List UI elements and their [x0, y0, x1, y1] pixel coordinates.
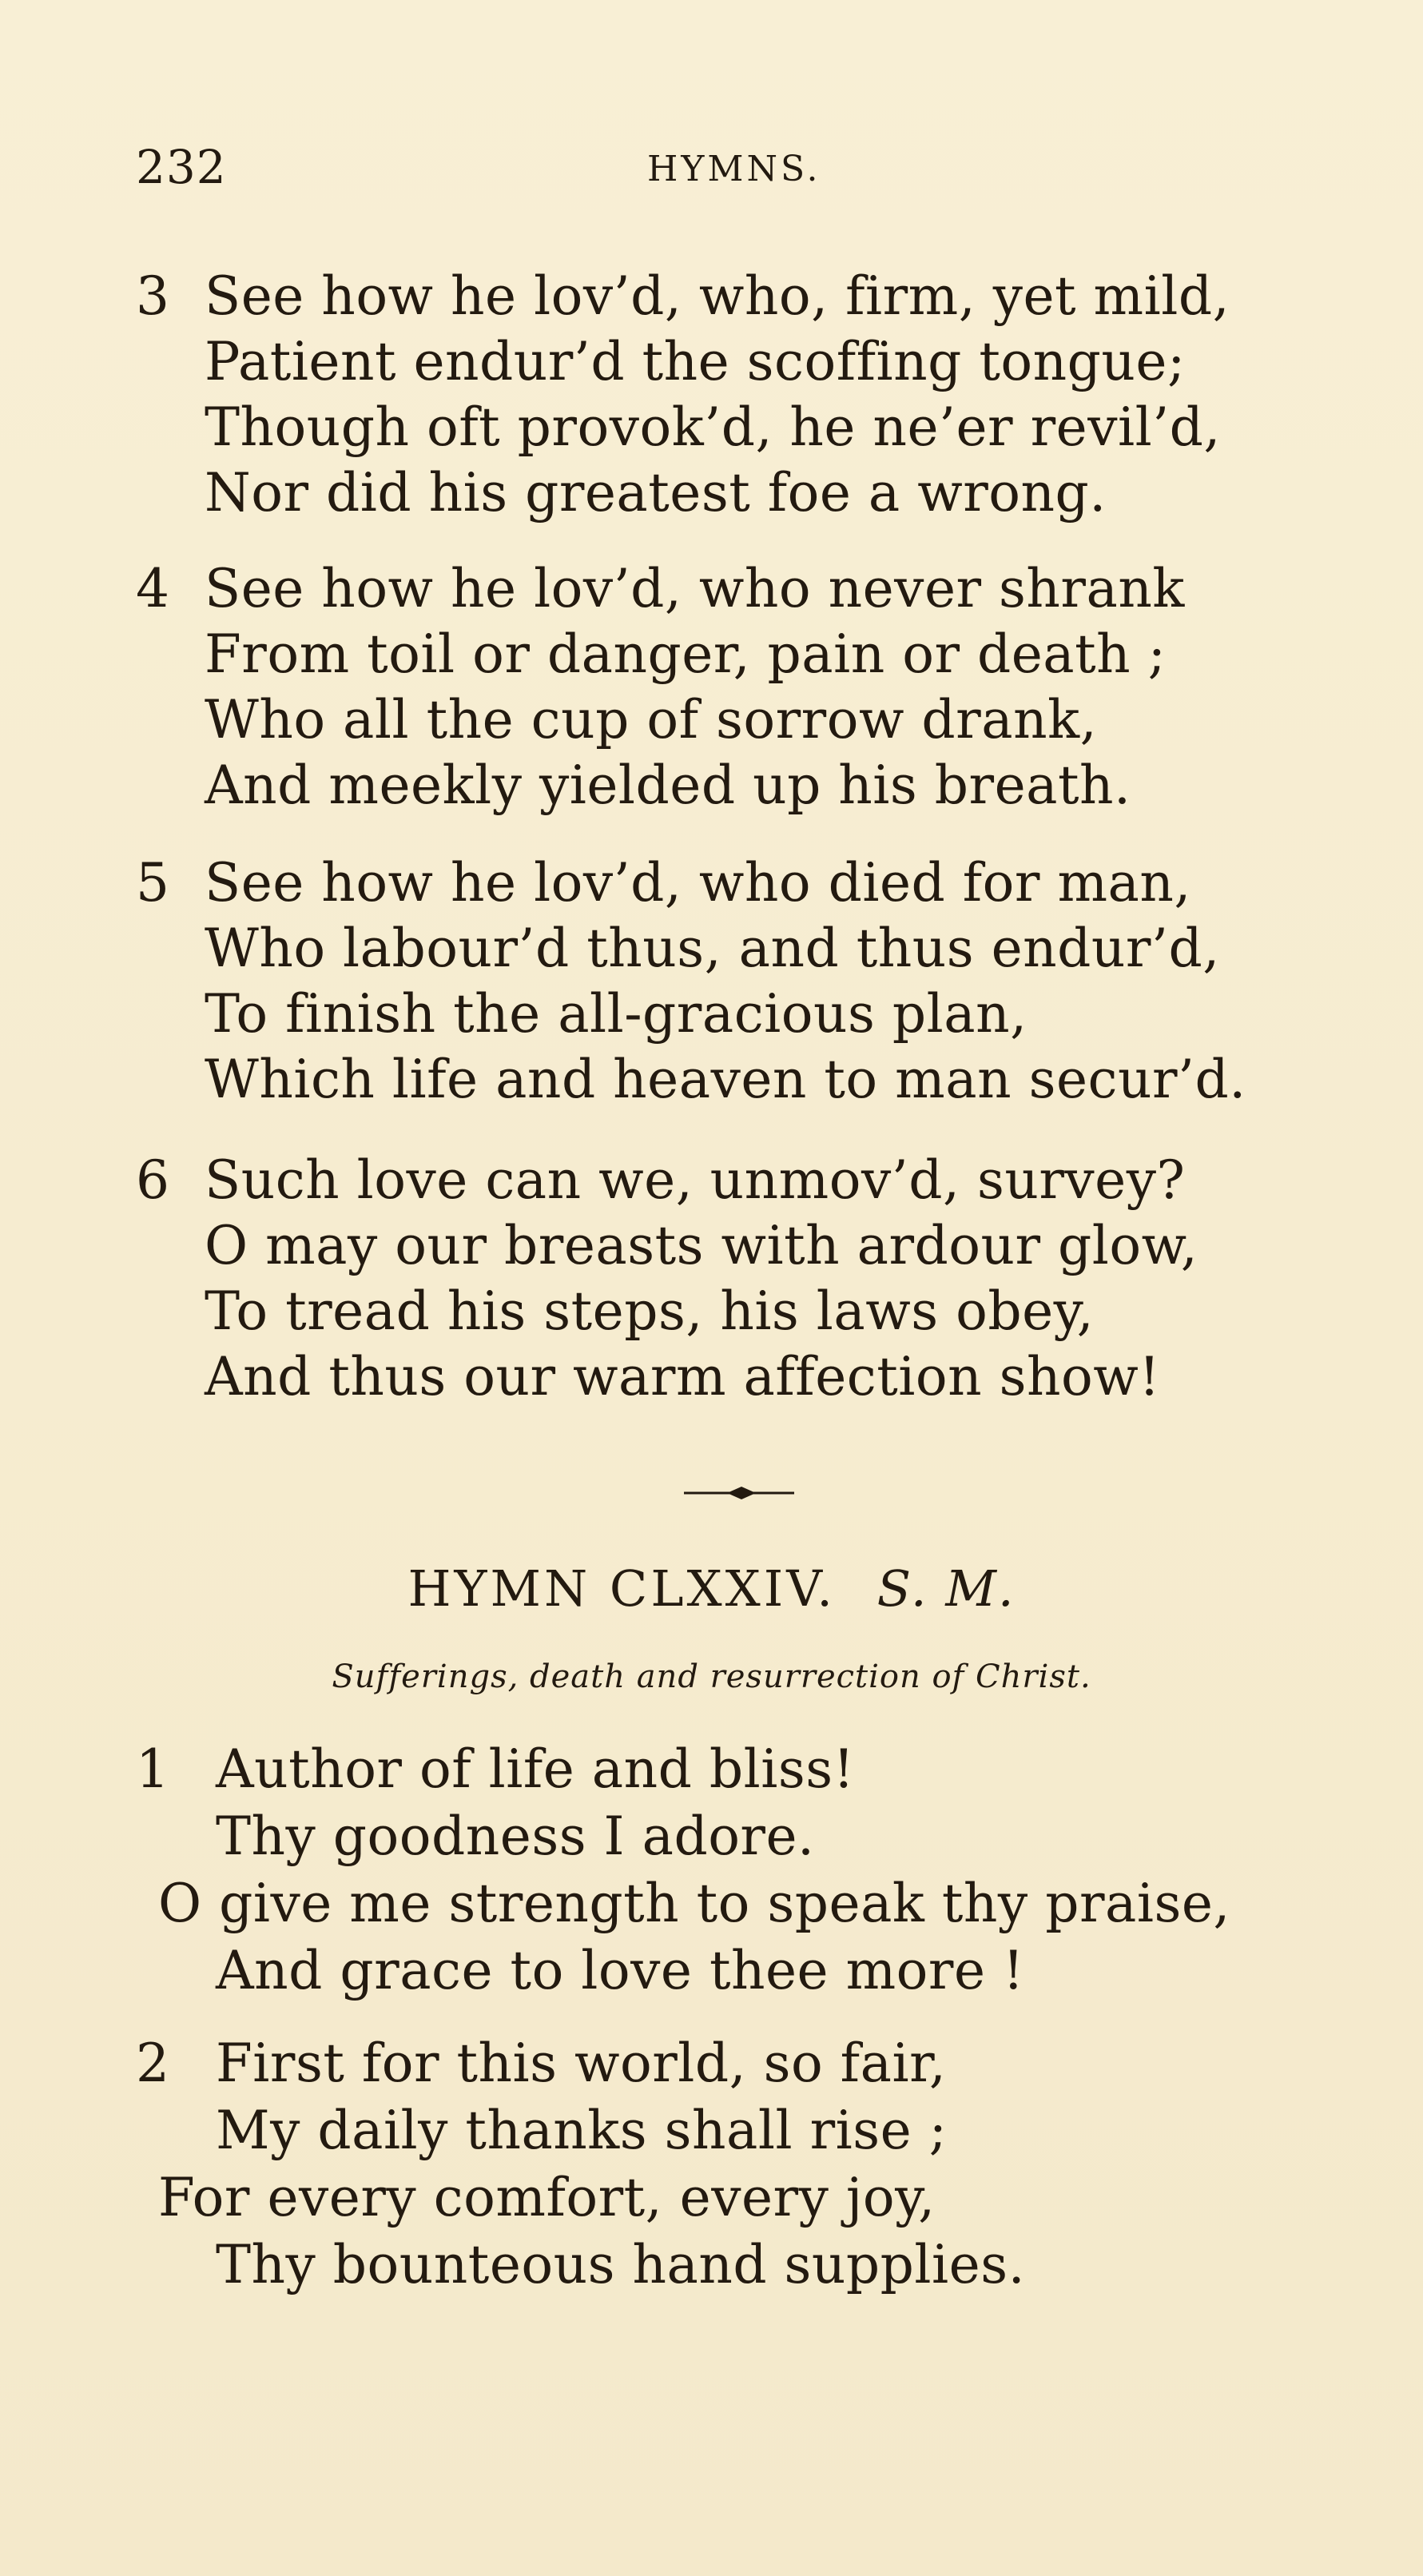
- verse-line: First for this world, so fair,: [216, 2033, 947, 2094]
- stanza-3: [136, 264, 1334, 526]
- verse-line: Who labour’d thus, and thus endur’d,: [205, 918, 1220, 979]
- page-header: [136, 140, 1294, 208]
- running-head: HYMNS.: [647, 149, 821, 189]
- hymn-number: HYMN CLXXIV.: [407, 1559, 836, 1618]
- verse-line: O give me strength to speak thy praise,: [158, 1873, 1230, 1934]
- verse-line: From toil or danger, pain or death ;: [205, 623, 1167, 685]
- stanza-5: [136, 850, 1334, 1113]
- verse-line: For every comfort, every joy,: [158, 2167, 936, 2228]
- verse-line: Which life and heaven to man secur’d.: [205, 1049, 1246, 1110]
- verse-line: Patient endur’d the scoffing tongue;: [205, 331, 1186, 392]
- stanza-number: 1: [136, 1738, 169, 1800]
- verse-line: Who all the cup of sorrow drank,: [205, 689, 1098, 751]
- hymn-next-stanza-2: [136, 2030, 1334, 2299]
- verse-line: My daily thanks shall rise ;: [216, 2100, 948, 2161]
- verse-line: Such love can we, unmov’d, survey?: [205, 1149, 1186, 1211]
- verse-line: Though oft provok’d, he ne’er revil’d,: [205, 396, 1221, 458]
- stanza-6: [136, 1148, 1334, 1410]
- verse-line: To finish the all-gracious plan,: [205, 983, 1028, 1045]
- hymn-meter: S. M.: [876, 1559, 1016, 1618]
- stanza-number: 2: [136, 2033, 169, 2094]
- verse-line: And meekly yielded up his breath.: [205, 754, 1131, 816]
- hymn-next-stanza-1: [136, 1736, 1334, 2005]
- verse-line: To tread his steps, his laws obey,: [205, 1280, 1095, 1342]
- verse-line: Thy bounteous hand supplies.: [216, 2234, 1026, 2295]
- verse-line: See how he lov’d, who never shrank: [205, 558, 1185, 619]
- verse-line: And grace to love thee more !: [216, 1940, 1025, 2001]
- stanza-number: 6: [136, 1149, 169, 1211]
- ornament-divider-icon: [679, 1483, 799, 1503]
- page-number: 232: [136, 140, 227, 194]
- verse-line: See how he lov’d, who died for man,: [205, 852, 1191, 914]
- verse-line: See how he lov’d, who, firm, yet mild,: [205, 265, 1230, 327]
- stanza-number: 3: [136, 265, 169, 327]
- stanza-4: [136, 556, 1334, 818]
- hymn-title: [0, 1559, 1423, 1619]
- stanza-number: 4: [136, 558, 169, 619]
- verse-line: And thus our warm affection show!: [205, 1346, 1161, 1407]
- verse-line: O may our breasts with ardour glow,: [205, 1215, 1198, 1276]
- hymn-subtitle: Sufferings, death and resurrection of Christ.: [332, 1658, 1091, 1695]
- verse-line: Nor did his greatest foe a wrong.: [205, 462, 1107, 524]
- stanza-number: 5: [136, 852, 169, 914]
- verse-line: Thy goodness I adore.: [216, 1806, 815, 1867]
- verse-line: Author of life and bliss!: [216, 1738, 855, 1800]
